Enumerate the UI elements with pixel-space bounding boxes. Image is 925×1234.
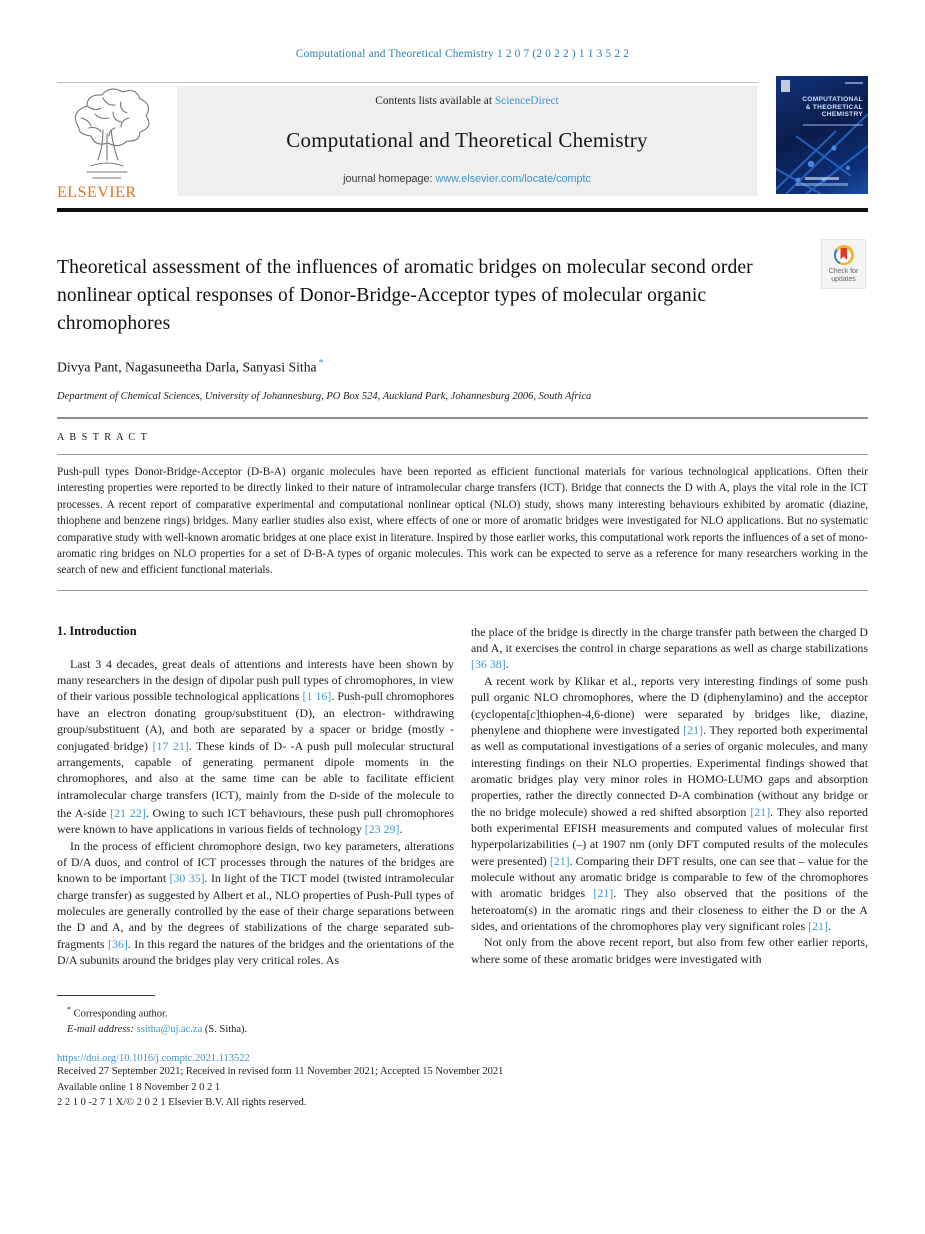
citation-link[interactable]: [21]	[808, 918, 828, 933]
text-segment: -side of the molecule to the A-side	[57, 787, 454, 820]
cover-footer-placeholder-2	[796, 183, 848, 186]
abstract-text: Push-pull types Donor-Bridge-Acceptor (D-B-A) organic molecules have been reported as efficient functional materials for various technological applications. Often their interesting properties were reported to be directly linked to their nature of intramolecular charge transfers (ICT). Bridge that connects the D with A, plays the vital role in the ICT processes. A recent report of comparative experimental and computational nonlinear optical (NLO) study, shows many interesting behaviours exhibited by aromatic (diazine, thiophene and benzene rings) bridges. Many earlier studies also exist, where effects of one or more of aromatic bridges were investigated for NLO applications. But no systematic comparative study with well-known aromatic bridges at one place exist in literature. Inspired by those earlier works, this computational work reports the influences of a set of mono-aromatic ring bridges on NLO properties for a set of D-B-A types of organic molecules. This work can be expected to serve as a reference for many researchers working in the search of new and efficient functional materials.	[57, 465, 868, 577]
text-segment: . Comparing their DFT results, one can see that – value for the molecule without any aromatic bridge is comparable to few of the chromophores with aromatic bridges	[471, 853, 868, 901]
journal-header	[57, 82, 868, 202]
text-segment: ]thiophen-4,6-dione) were separated by bridges like, diazine, phenylene and thiophene were investigated	[471, 706, 868, 737]
text-segment: . They also observed that the positions of the heteroatom(s) in the aromatic rings and their closeness to either the D or the A sides, and orientations of the chromophores play very significant roles	[471, 886, 868, 933]
article-title: Theoretical assessment of the influences of aromatic bridges on molecular second order nonlinear optical responses of Donor-Bridge-Acceptor types of molecular organic chromophores	[57, 257, 753, 334]
doi-link[interactable]: https://doi.org/10.1016/j.comptc.2021.113522	[57, 1053, 250, 1065]
section-heading-introduction: 1. Introduction	[57, 623, 137, 638]
abstract-heading: A B S T R A C T	[57, 431, 149, 443]
citation-link[interactable]: [1 16]	[302, 689, 332, 704]
footnote-mark: *	[67, 1005, 71, 1015]
journal-title: Computational and Theoretical Chemistry	[286, 127, 648, 152]
citation-link[interactable]: [23 29]	[364, 822, 400, 837]
journal-header-main	[57, 82, 757, 202]
footnote-note	[57, 1003, 868, 1022]
copyright-line: 2 2 1 0 -2 7 1 X/© 2 0 2 1 Elsevier B.V. All rights reserved.	[57, 1096, 307, 1108]
check-updates-label-line1: Check for	[828, 268, 859, 275]
cover-top-text-placeholder	[845, 82, 863, 84]
received-dates: Received 27 September 2021; Received in revised form 11 November 2021; Accepted 15 November 2021	[57, 1066, 504, 1078]
doi-line	[57, 1053, 868, 1064]
authors-line	[57, 358, 868, 376]
text-segment: .	[399, 822, 403, 837]
text-segment: Last 3 4 decades, great deals of attentions and interests have been shown by many researchers in the design of dipolar push pull types of chromophores, in view of their various possible technological applications	[57, 656, 454, 704]
text-segment: . Owing to such ICT behaviours, these push pull chromophores were known to have applications in various fields of technology	[57, 805, 454, 837]
footnote-email	[57, 1023, 868, 1038]
check-updates-icon	[834, 245, 854, 265]
body-columns	[57, 624, 868, 969]
text-segment: Not only from the above recent report, but also from few other earlier reports, where some of these aromatic bridges were investigated with	[471, 935, 868, 966]
citation-link[interactable]: [21 22]	[110, 805, 146, 820]
check-for-updates-badge[interactable]	[822, 240, 865, 288]
email-suffix: (S. Sitha).	[202, 1023, 248, 1035]
contents-line	[185, 95, 749, 107]
text-segment: the place of the bridge is directly in the charge transfer path between the charged D and A, it exercises the control in charge separations as well as charge stabilizations	[471, 624, 868, 656]
homepage-line	[185, 173, 749, 185]
text-segment: . They also reported both experimental EFISH measurements and computed values of molecular first hyperpolarizabilities (–) at 1907 nm (only DFT computed results of the molecules were presented)	[471, 804, 868, 868]
homepage-label: journal homepage:	[343, 173, 436, 185]
right-column	[471, 624, 868, 969]
paragraph	[471, 624, 868, 673]
citation-link[interactable]: [21]	[683, 722, 704, 737]
elsevier-wordmark: ELSEVIER	[57, 184, 137, 201]
affiliation: Department of Chemical Sciences, University of Johannesburg, PO Box 524, Auckland Park, Johannesburg 2006, South Africa	[57, 390, 592, 402]
text-segment: . These kinds of D- -A push pull molecular structural arrangements, capable of generating permanent dipole moments in the chromophores, and also at the same time can be able to facilitate efficient intramolecular charge transfers (ICT), mainly from the	[57, 738, 454, 802]
email-link[interactable]: ssitha@uj.ac.za	[136, 1023, 203, 1035]
homepage-link[interactable]: www.elsevier.com/locate/comptc	[435, 173, 591, 185]
abstract-top-divider	[57, 417, 868, 419]
citation-link[interactable]: [21]	[593, 886, 614, 901]
abstract-heading-divider	[57, 454, 868, 455]
footnote-text: Corresponding author.	[73, 1008, 168, 1020]
cover-subtitle-placeholder	[803, 124, 863, 126]
citation-link[interactable]: [21]	[549, 853, 570, 868]
paragraph	[57, 838, 454, 969]
bookmark-icon	[840, 248, 847, 260]
text-segment: .	[505, 657, 509, 672]
contents-text: Contents lists available at	[375, 95, 495, 107]
text-segment: .	[827, 918, 831, 933]
footnote-divider	[57, 995, 155, 996]
left-column	[57, 624, 454, 969]
citation-link[interactable]: [30 35]	[169, 871, 205, 886]
paragraph	[57, 656, 454, 838]
elsevier-tree-icon	[57, 88, 157, 184]
text-segment: c	[530, 706, 536, 721]
citation-link[interactable]: [36 38]	[471, 657, 506, 672]
corresponding-author-mark[interactable]: *	[318, 358, 324, 370]
journal-banner	[177, 86, 757, 196]
journal-cover-thumbnail[interactable]	[776, 76, 868, 194]
cover-footer-placeholder-1	[805, 177, 839, 180]
cover-journal-title: COMPUTATIONAL & THEORETICAL CHEMISTRY	[802, 96, 863, 119]
paragraph	[471, 673, 868, 935]
text-segment: In the process of efficient chromophore design, two key parameters, alterations of D/A duos, and control of ICT processes through the natures of the bridges are known to be important	[57, 838, 454, 886]
text-segment: . Push-pull chromophores have an electron donating group/substituent (D), an electron- withdrawing group/substituent (A), and both are separated by a spacer or bridge (mostly -conjugated bridge)	[57, 689, 454, 753]
abstract-bottom-divider	[57, 590, 868, 591]
check-updates-label	[824, 268, 863, 284]
email-label: E-mail address:	[67, 1023, 134, 1035]
elsevier-logo[interactable]	[57, 86, 169, 202]
sciencedirect-link[interactable]: ScienceDirect	[494, 95, 559, 107]
citation-link[interactable]: [17 21]	[152, 738, 189, 753]
text-segment: D	[329, 790, 337, 802]
text-segment: A recent work by Klikar et al., reports very interesting findings of some push pull organic NLO chromophores, where the D (diphenylamino) and the acceptor (cyclopenta[	[471, 673, 868, 721]
check-updates-label-line2: updates	[831, 276, 856, 283]
cover-publisher-mark	[781, 80, 790, 92]
corresponding-author-footnote	[57, 995, 868, 1037]
available-online: Available online 1 8 November 2 0 2 1	[57, 1081, 221, 1093]
author-names: Divya Pant, Nagasuneetha Darla, Sanyasi Sitha	[57, 359, 317, 375]
text-segment: . In light of the TICT model (twisted intramolecular charge transfer) as suggested by Albert et al., NLO properties of Push-Pull types of molecules are generally controlled by the ease of their charge separations between the D and A, and by the degrees of stabilizations of the charge separated sub-fragments	[57, 871, 454, 951]
article-head	[57, 254, 868, 402]
header-divider	[57, 208, 868, 212]
paragraph	[471, 934, 868, 967]
journal-citation-line: Computational and Theoretical Chemistry 1 2 0 7 (2 0 2 2 ) 1 1 3 5 2 2	[295, 48, 630, 60]
citation-link[interactable]: [36]	[108, 936, 128, 951]
text-segment: . In this regard the natures of the bridges and the orientations of the D/A subunits around the bridges play very critical roles. As	[57, 936, 454, 967]
text-segment: . They reported both experimental as well as computational investigations of a series of organic molecules, and many interesting findings on their NLO properties. Experimental findings showed that aromatic bridges play very minor roles in HOMO-LUMO gaps and absorption properties, rather the directly connected D-A combination (without any bridge or the no bridge molecule) showed a red shifted absorption	[471, 722, 868, 819]
citation-link[interactable]: [21]	[750, 804, 771, 819]
